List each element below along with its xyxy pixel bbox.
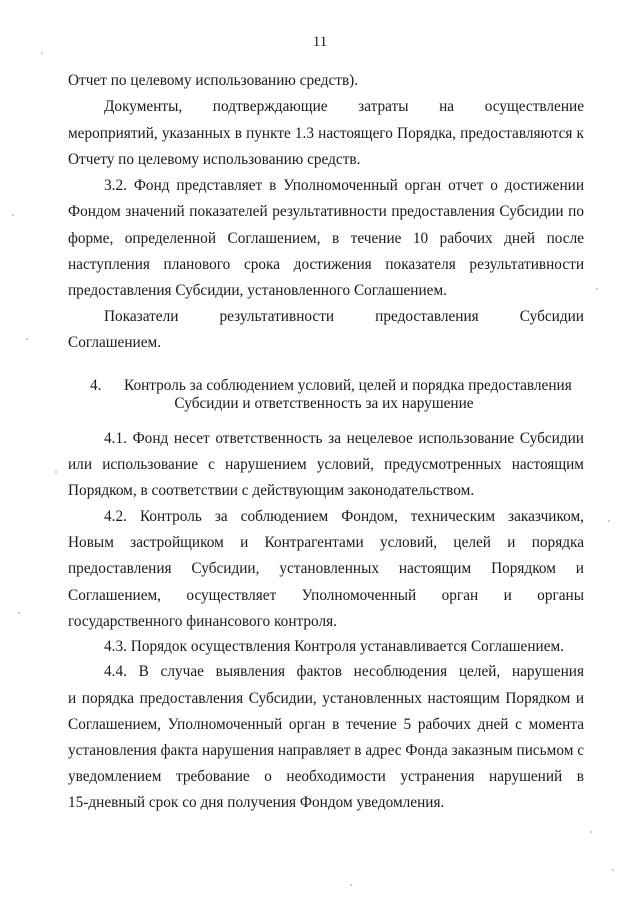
scan-speck (18, 612, 20, 614)
text-line: предоставления Субсидии, установленных настоящим Порядком и (68, 560, 584, 577)
text-line: Порядком, в соответствии с действующим законодательством. (68, 482, 475, 499)
page-number: 11 (312, 34, 328, 50)
text-line: 4.2. Контроль за соблюдением Фондом, техническим заказчиком, (104, 508, 584, 525)
section-heading: Субсидии и ответственность за их нарушение (174, 395, 474, 412)
text-line: Соглашением, Уполномоченный орган в течение 5 рабочих дней с момента (68, 716, 584, 733)
scan-speck (596, 288, 598, 290)
text-line: наступления планового срока достижения показателя результативности (68, 256, 584, 273)
text-line: Соглашением, осуществляет Уполномоченный орган и органы (68, 587, 584, 604)
text-line: государственного финансового контроля. (68, 613, 337, 630)
text-line: и порядка предоставления Субсидии, установленных настоящим Порядком и (68, 690, 584, 707)
text-line: Отчету по целевому использованию средств. (68, 151, 361, 168)
text-line: Новым застройщиком и Контрагентами условий, целей и порядка (68, 534, 584, 551)
text-line: 15-дневный срок со дня получения Фондом уведомления. (68, 794, 445, 811)
text-line: предоставления Субсидии, установленного Соглашением. (68, 282, 447, 299)
scan-speck (612, 869, 614, 871)
text-line: мероприятий, указанных в пункте 1.3 настоящего Порядка, предоставляются к (68, 125, 584, 142)
text-line: Соглашением. (68, 334, 162, 351)
text-line: Документы, подтверждающие затраты на осуществление (104, 98, 584, 115)
text-line: или использование с нарушением условий, предусмотренных настоящим (68, 456, 584, 473)
text-line: 3.2. Фонд представляет в Уполномоченный орган отчет о достижении (104, 177, 584, 194)
text-line: 4.3. Порядок осуществления Контроля устанавливается Соглашением. (104, 638, 564, 655)
text-line: Отчет по целевому использованию средств). (68, 72, 359, 89)
text-line: форме, определенной Соглашением, в течение 10 рабочих дней после (68, 230, 584, 247)
section-number: 4. (90, 377, 102, 394)
scan-speck (350, 884, 352, 886)
section-heading: Контроль за соблюдением условий, целей и порядка предоставления (124, 377, 572, 394)
text-line: уведомлением требование о необходимости устранения нарушений в (68, 768, 584, 785)
text-line: Фондом значений показателей результативности предоставления Субсидии по (68, 203, 584, 220)
scan-speck (590, 831, 592, 833)
scan-speck (41, 52, 43, 54)
text-line: 4.4. В случае выявления фактов несоблюдения целей, нарушения (104, 663, 584, 680)
text-line: установления факта нарушения направляет в адрес Фонда заказным письмом с (68, 742, 584, 759)
scan-speck (608, 520, 610, 522)
scan-speck (12, 214, 14, 216)
scan-speck (26, 338, 28, 340)
text-line: Показатели результативности предоставления Субсидии (104, 308, 584, 325)
text-line: 4.1. Фонд несет ответственность за нецелевое использование Субсидии (104, 430, 584, 447)
scan-speck (55, 471, 57, 473)
